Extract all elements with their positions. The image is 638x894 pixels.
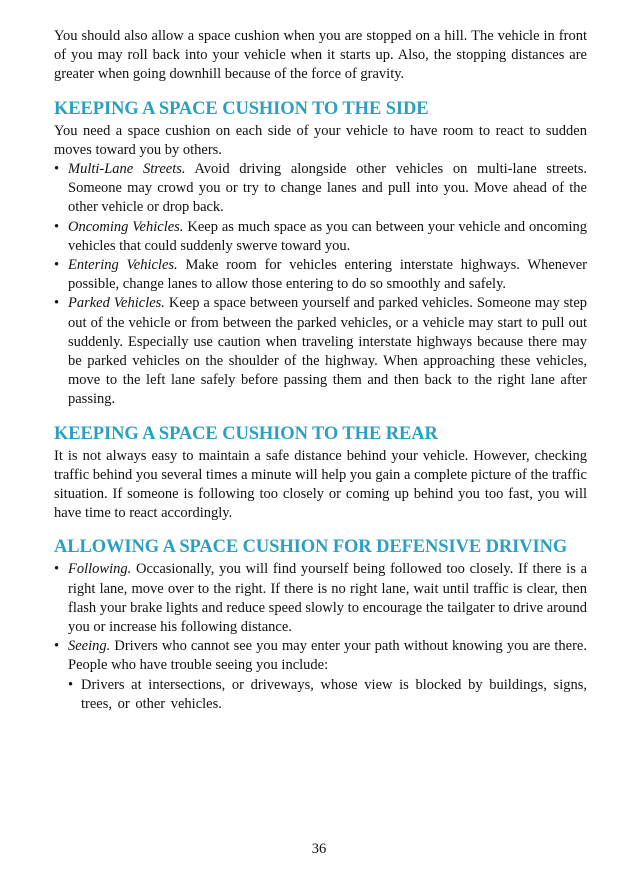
bullet-icon: • bbox=[54, 561, 60, 578]
side-intro-paragraph: You need a space cushion on each side of your vehicle to have room to react to sudden moves toward you by others. bbox=[54, 122, 587, 158]
heading-space-cushion-side: KEEPING A SPACE CUSHION TO THE SIDE bbox=[54, 98, 429, 119]
item-term: Entering Vehicles. bbox=[68, 257, 178, 274]
bullet-icon: • bbox=[54, 257, 60, 274]
item-text: Keep a space between yourself and parked vehicles. Someone may step out of the vehicle or from between the parked vehicles, or a vehicle may start to pull out suddenly. Especially use caution when traveling interstate highways because there may be parked vehicles on the shoulder of the highway. When approaching these vehicles, move to the left lane safely before passing them and then back to the right lane after passing. bbox=[68, 295, 588, 408]
list-item-seeing bbox=[54, 637, 587, 714]
list-item-parked-vehicles bbox=[54, 294, 587, 409]
bullet-icon: • bbox=[54, 638, 60, 655]
bullet-icon: • bbox=[54, 295, 60, 312]
item-text: Make room for vehicles entering interstate highways. Whenever possible, change lanes to allow those entering to do so smoothly and safely. bbox=[68, 257, 588, 293]
seeing-sub-list bbox=[68, 676, 587, 714]
list-item-entering-vehicles bbox=[54, 256, 587, 294]
intro-paragraph: You should also allow a space cushion when you are stopped on a hill. The vehicle in front of you may roll back into your vehicle when it starts up. Also, the stopping distances are greater when going downhill because of the force of gravity. bbox=[54, 28, 587, 83]
list-item-following bbox=[54, 560, 587, 637]
sub-item-text: Drivers at intersections, or driveways, whose view is blocked by buildings, signs, trees, or other vehicles. bbox=[81, 676, 587, 712]
item-term: Multi-Lane Streets. bbox=[68, 161, 186, 178]
defensive-bullet-list bbox=[54, 560, 587, 714]
bullet-icon: • bbox=[54, 218, 60, 235]
item-term: Oncoming Vehicles. bbox=[68, 218, 184, 235]
list-item-oncoming-vehicles bbox=[54, 218, 587, 256]
sub-list-item bbox=[68, 676, 587, 714]
list-item-multi-lane-streets bbox=[54, 160, 587, 218]
rear-paragraph: It is not always easy to maintain a safe distance behind your vehicle. However, checking traffic behind you several times a minute will help you gain a complete picture of the traffic situation. If someone is following too closely or coming up behind you too fast, you will have time to react accordingly. bbox=[54, 447, 587, 522]
bullet-icon: • bbox=[68, 676, 74, 693]
page-content bbox=[54, 27, 587, 714]
item-text: Avoid driving alongside other vehicles on multi-lane streets. Someone may crowd you or try to change lanes and pull into you. Move ahead of the other vehicle or drop back. bbox=[68, 161, 587, 216]
item-text: Occasionally, you will find yourself being followed too closely. If there is a right lane, move over to the right. If there is no right lane, wait until traffic is clear, then flash your brake lights and reduce speed slowly to encourage the tailgater to drive around you or increase his following distance. bbox=[68, 561, 588, 636]
page-number: 36 bbox=[311, 841, 327, 857]
bullet-icon: • bbox=[54, 161, 60, 178]
item-text: Drivers who cannot see you may enter your path without knowing you are there. People who have trouble seeing you include: bbox=[68, 638, 587, 674]
item-term: Parked Vehicles. bbox=[68, 295, 165, 312]
heading-space-cushion-rear: KEEPING A SPACE CUSHION TO THE REAR bbox=[54, 423, 438, 444]
item-term: Following. bbox=[68, 561, 132, 578]
item-text: Keep as much space as you can between your vehicle and oncoming vehicles that could suddenly swerve toward you. bbox=[68, 218, 588, 254]
item-term: Seeing. bbox=[68, 638, 111, 655]
heading-defensive-driving: ALLOWING A SPACE CUSHION FOR DEFENSIVE DRIVING bbox=[54, 537, 568, 558]
side-bullet-list bbox=[54, 160, 587, 410]
